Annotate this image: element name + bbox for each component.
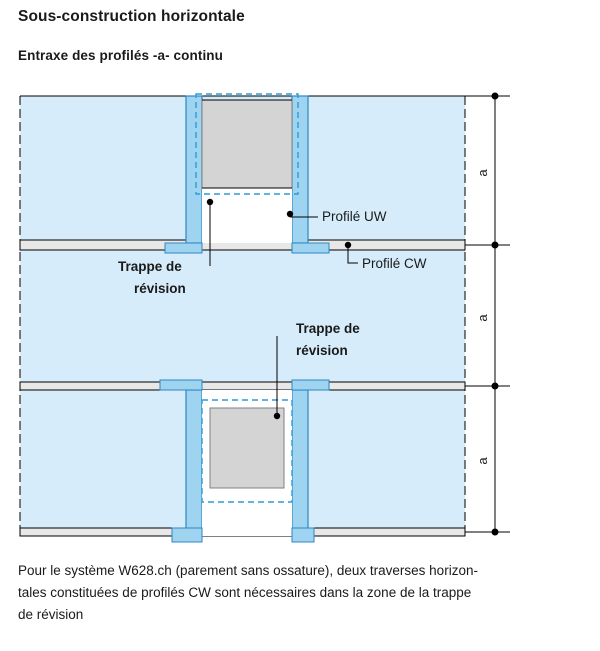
access-hatch-top xyxy=(165,94,329,253)
label-trappe-top-line1: Trappe de xyxy=(118,259,182,274)
caption-line-1: Pour le système W628.ch (parement sans ossature), deux traverses horizon- xyxy=(18,563,478,578)
dimension-label-a-1: a xyxy=(475,169,490,177)
label-trappe-top-line2: révision xyxy=(134,281,186,296)
label-trappe-bottom-line2: révision xyxy=(296,343,348,358)
label-profile-uw: Profilé UW xyxy=(322,209,387,224)
dimension-column xyxy=(465,93,510,536)
page-title: Sous-construction horizontale xyxy=(18,8,245,25)
caption-line-2: tales constituées de profilés CW sont nécessaires dans la zone de la trappe xyxy=(18,585,472,600)
dimension-label-a-2: a xyxy=(475,314,490,322)
technical-drawing xyxy=(0,78,600,548)
figure-caption xyxy=(18,560,582,626)
caption-line-3: de révision xyxy=(18,607,84,622)
dimension-label-a-3: a xyxy=(475,457,490,465)
label-profile-cw: Profilé CW xyxy=(362,256,427,271)
label-trappe-bottom-line1b: Trappe de xyxy=(296,321,360,336)
page-subtitle: Entraxe des profilés -a- continu xyxy=(18,48,223,63)
